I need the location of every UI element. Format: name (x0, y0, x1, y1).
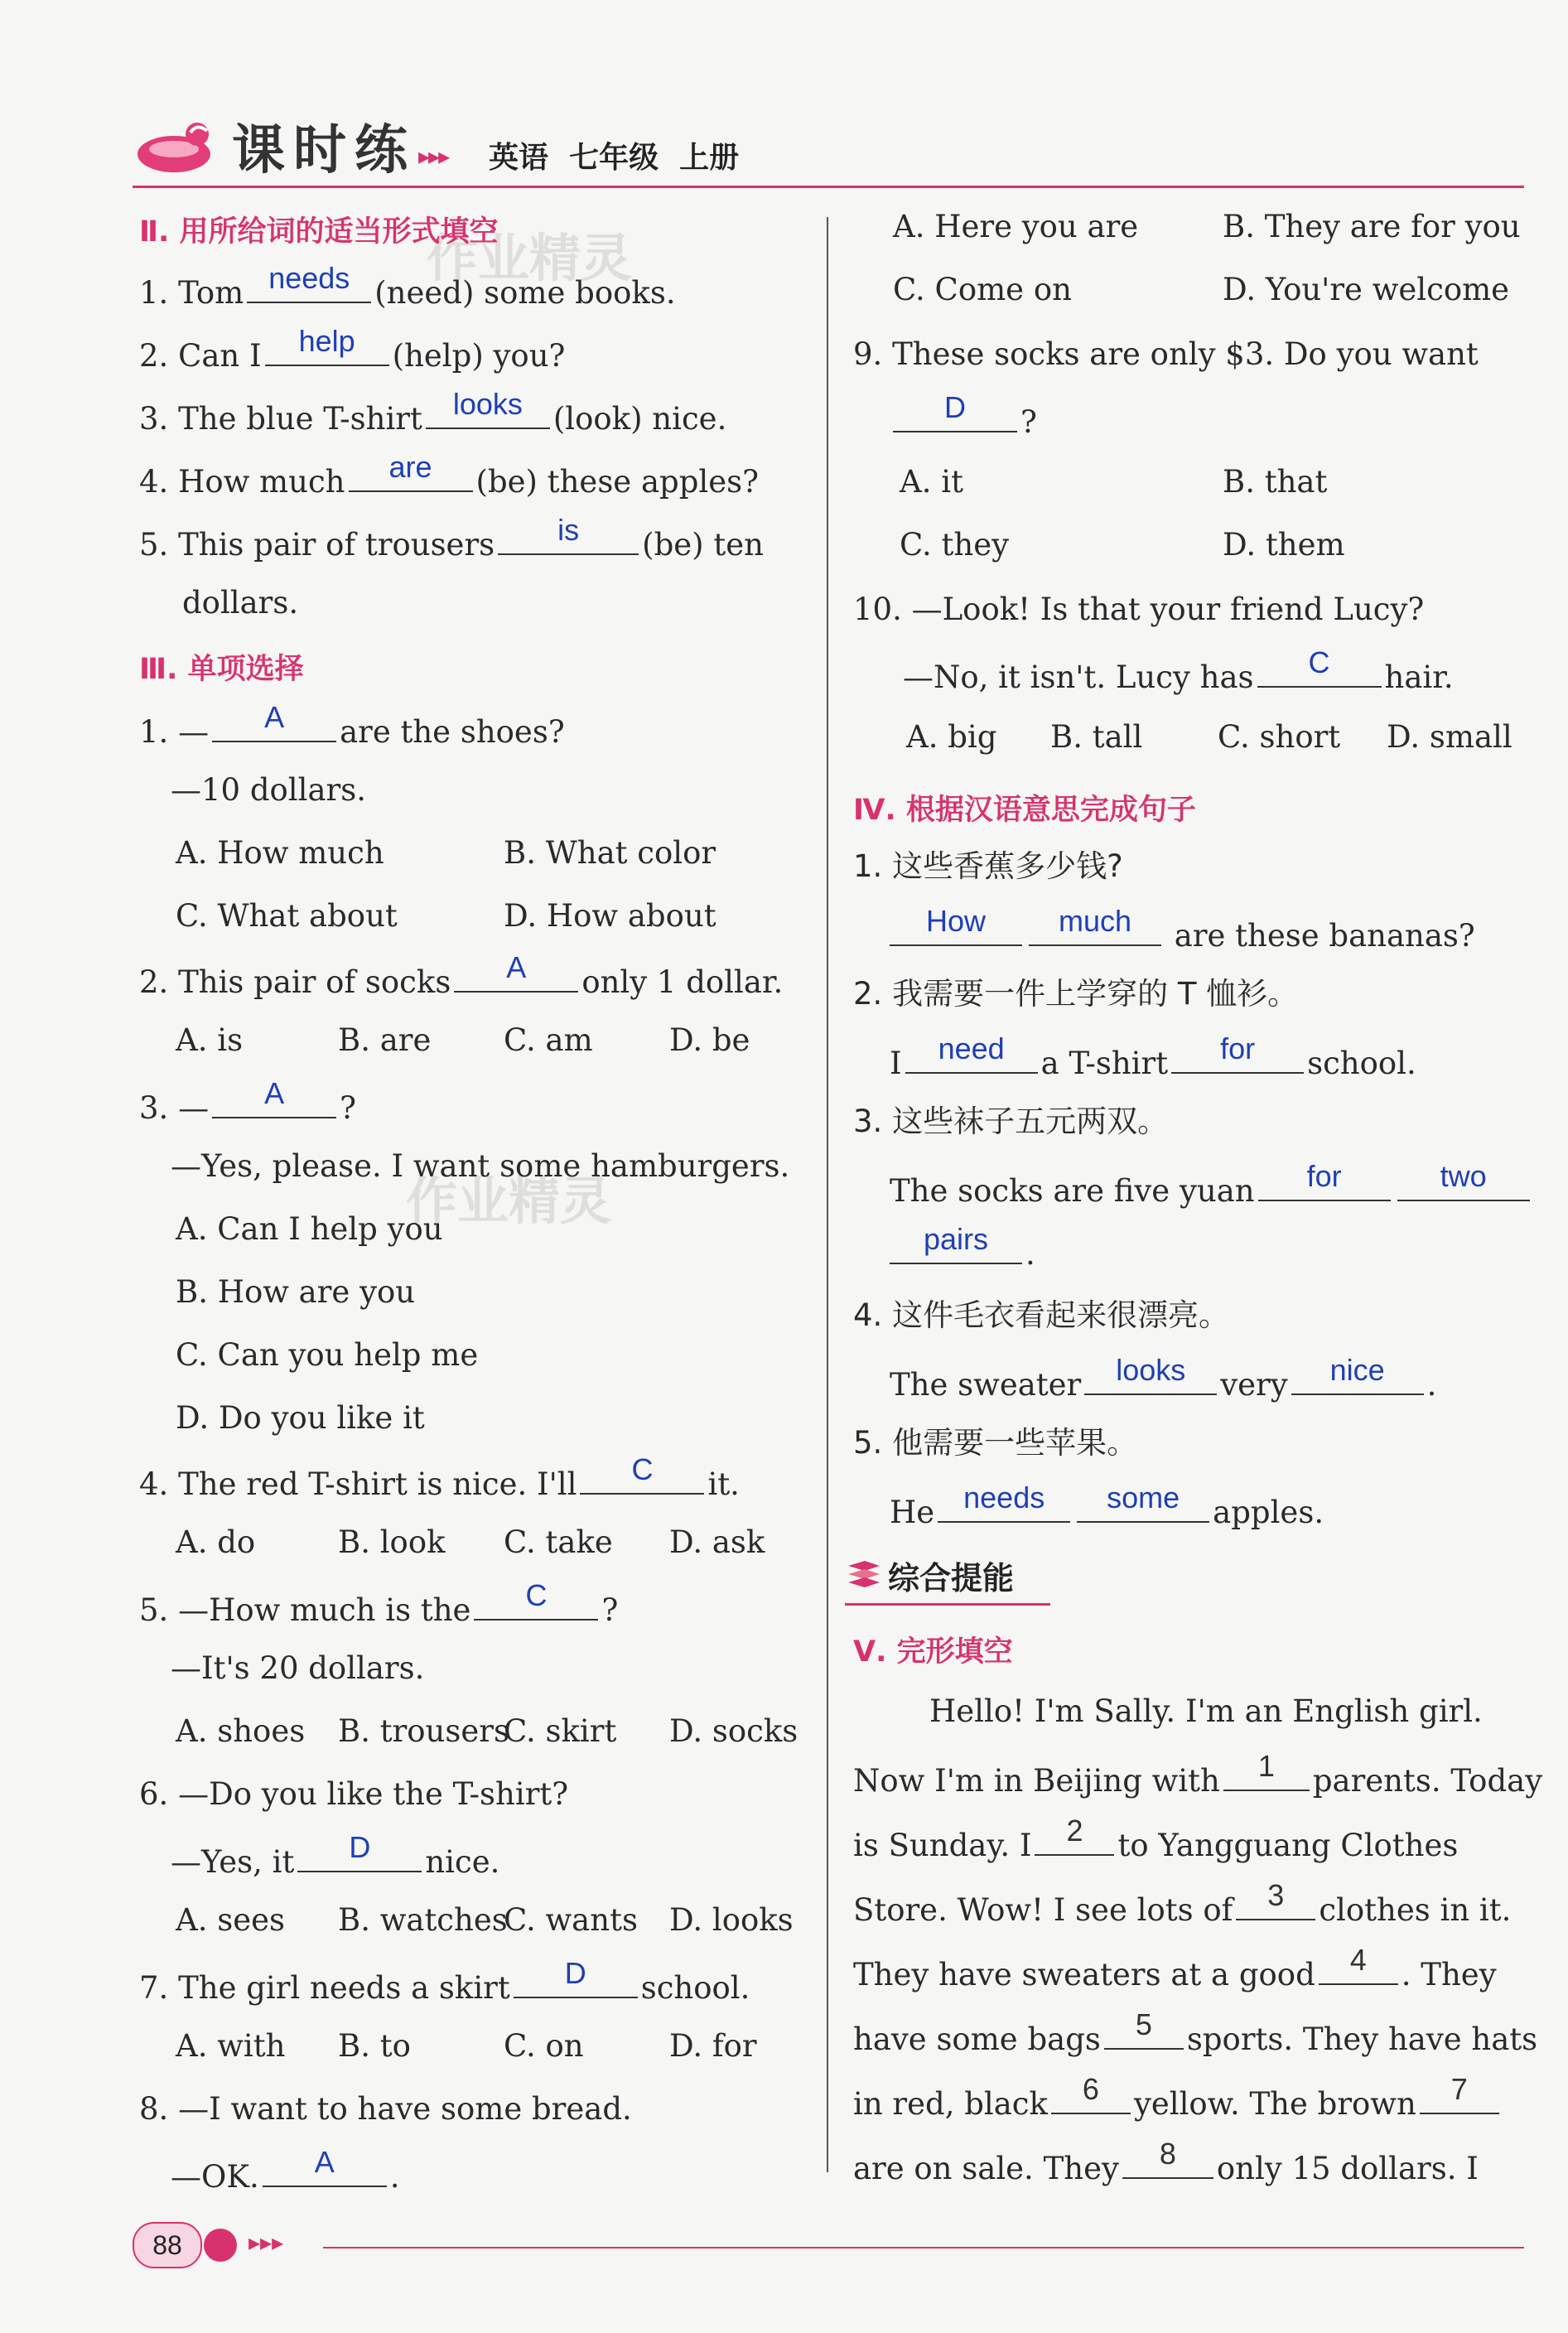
answer-blank: for (1258, 1168, 1391, 1201)
footer-rule (323, 2247, 1524, 2248)
answer-blank: nice (1291, 1362, 1424, 1395)
answer-blank: D (514, 1965, 638, 1998)
sec2-q2: 2. Can I help (help) you? (139, 324, 566, 374)
cloze-blank: 3 (1236, 1887, 1315, 1920)
comprehensive-title: 综合提能 (888, 1560, 1015, 1596)
book-subject: 英语 七年级 上册 (489, 141, 740, 175)
sec3-q10-reply: —No, it isn't. Lucy has C hair. (903, 645, 1454, 695)
answer-blank: help (265, 333, 389, 366)
option-a: A. big (906, 719, 997, 755)
sec3-q10: 10. —Look! Is that your friend Lucy? (853, 592, 1425, 627)
answer-blank: C (580, 1461, 704, 1495)
answer-blank: A (263, 2154, 387, 2187)
cloze-line-1: Hello! I'm Sally. I'm an English girl. (929, 1693, 1483, 1729)
sec4-q2-zh: 2. 我需要一件上学穿的 T 恤衫。 (853, 976, 1299, 1012)
option-a: A. shoes (176, 1713, 306, 1749)
sec4-q3: The socks are five yuan for two (890, 1168, 1533, 1210)
sec3-q5-reply: —It's 20 dollars. (171, 1650, 425, 1686)
option-c: C. on (504, 2028, 584, 2064)
option-c: C. wants (504, 1902, 638, 1938)
sec4-q5: He needs some apples. (890, 1480, 1324, 1530)
option-c: C. What about (176, 898, 398, 934)
answer-blank: D (893, 399, 1017, 432)
option-c: C. they (900, 527, 1010, 563)
cloze-blank: 6 (1051, 2081, 1131, 2114)
sec4-q4-zh: 4. 这件毛衣看起来很漂亮。 (853, 1297, 1230, 1333)
sec2-q4: 4. How much are (be) these apples? (139, 450, 759, 500)
option-c: C. Come on (893, 272, 1072, 307)
sec3-q1-reply: —10 dollars. (171, 772, 366, 808)
answer-blank: are (349, 459, 473, 492)
option-b: B. What color (504, 835, 716, 871)
sec3-q4: 4. The red T-shirt is nice. I'll C it. (139, 1452, 740, 1502)
answer-blank: is (498, 522, 639, 555)
watermark: 作业精灵 (427, 228, 633, 288)
stacked-books-icon (845, 1558, 883, 1594)
answer-blank: need (905, 1041, 1038, 1074)
option-c: C. take (504, 1524, 613, 1560)
answer-blank: some (1077, 1490, 1209, 1523)
option-a: A. it (900, 464, 963, 500)
section-5-title: Ⅴ. 完形填空 (853, 1635, 1013, 1669)
sec3-q2: 2. This pair of socks A only 1 dollar. (139, 950, 784, 1000)
comprehensive-section-banner (845, 1551, 1050, 1602)
page-number: 88 (133, 2222, 202, 2268)
header-arrows-icon: ▸▸▸ (418, 142, 449, 170)
sec3-q1: 1. — A are the shoes? (139, 700, 565, 750)
sec2-q5: 5. This pair of trousers is (be) ten (139, 513, 764, 563)
answer-blank: C (1257, 654, 1382, 688)
cloze-blank: 7 (1420, 2081, 1499, 2114)
option-d: D. Do you like it (176, 1400, 425, 1436)
answer-blank: looks (1084, 1362, 1217, 1395)
cloze-line-6: have some bags 5 sports. They have hats (853, 2007, 1538, 2057)
cloze-blank: 1 (1223, 1758, 1310, 1791)
series-title: 课时练 (232, 119, 416, 181)
cloze-line-8: are on sale. They 8 only 15 dollars. I (853, 2137, 1479, 2186)
option-b: B. to (338, 2028, 411, 2064)
sec4-q3-zh: 3. 这些袜子五元两双。 (853, 1104, 1169, 1139)
cloze-line-7: in red, black 6 yellow. The brown 7 (853, 2081, 1503, 2123)
cloze-blank: 2 (1035, 1823, 1114, 1856)
answer-blank: needs (938, 1490, 1070, 1523)
option-d: D. You're welcome (1223, 272, 1510, 307)
section-3-title: Ⅲ. 单项选择 (139, 653, 304, 686)
answer-blank: for (1171, 1041, 1304, 1074)
sec3-q7: 7. The girl needs a skirt D school. (139, 1956, 750, 2006)
sec4-q5-zh: 5. 他需要一些苹果。 (853, 1425, 1138, 1461)
sec3-q3: 3. — A ? (139, 1076, 356, 1126)
option-b: B. look (338, 1524, 446, 1560)
option-a: A. How much (176, 835, 384, 871)
option-d: D. How about (504, 898, 716, 934)
sec3-q9-cont: D ? (893, 399, 1037, 441)
cloze-line-4: Store. Wow! I see lots of 3 clothes in it. (853, 1878, 1512, 1928)
sec4-q1: How much are these bananas? (890, 913, 1475, 954)
option-b: B. that (1223, 464, 1328, 500)
sec4-q2: I need a T-shirt for school. (890, 1031, 1416, 1081)
header-rule (133, 186, 1524, 188)
answer-blank: A (212, 1085, 336, 1118)
sec4-q1-zh: 1. 这些香蕉多少钱? (853, 848, 1123, 884)
lips-logo-icon (133, 116, 224, 182)
footer-arrows-icon: ▸▸▸ (248, 2229, 284, 2256)
sec3-q3-reply: —Yes, please. I want some hamburgers. (171, 1148, 790, 1184)
option-a: A. is (176, 1022, 244, 1058)
option-d: D. small (1387, 719, 1513, 755)
option-a: A. do (176, 1524, 256, 1560)
answer-blank: A (454, 959, 578, 993)
page-header (133, 108, 1524, 191)
sec2-q5-cont: dollars. (182, 585, 299, 621)
answer-blank: two (1397, 1168, 1530, 1201)
section-2-title: Ⅱ. 用所给词的适当形式填空 (139, 215, 499, 249)
option-b: B. How are you (176, 1274, 416, 1310)
banner-rule (845, 1603, 1050, 1606)
answer-blank: needs (247, 270, 371, 303)
footer-dot-icon (204, 2229, 237, 2262)
sec2-q3: 3. The blue T-shirt looks (look) nice. (139, 387, 727, 437)
option-b: B. They are for you (1223, 209, 1521, 244)
option-c: C. am (504, 1022, 593, 1058)
option-c: C. short (1218, 719, 1341, 755)
option-d: D. be (669, 1022, 750, 1058)
answer-blank: much (1029, 913, 1161, 946)
sec3-q9: 9. These socks are only $3. Do you want (853, 336, 1479, 372)
sec3-q8-reply: —OK. A . (171, 2145, 400, 2195)
sec4-q4: The sweater looks very nice . (890, 1353, 1437, 1403)
option-d: D. ask (669, 1524, 765, 1560)
cloze-blank: 4 (1319, 1952, 1398, 1985)
sec3-q5: 5. —How much is the C ? (139, 1578, 619, 1628)
sec2-q1: 1. Tom needs (need) some books. (139, 261, 676, 311)
option-a: A. Can I help you (176, 1211, 443, 1247)
option-a: A. with (176, 2028, 286, 2064)
answer-blank: How (890, 913, 1022, 946)
section-4-title: Ⅳ. 根据汉语意思完成句子 (853, 794, 1196, 827)
answer-blank: C (474, 1587, 598, 1621)
answer-blank: D (297, 1839, 422, 1872)
cloze-line-3: is Sunday. I 2 to Yangguang Clothes (853, 1814, 1459, 1863)
watermark: 作业精灵 (406, 1171, 612, 1231)
option-b: B. trousers (338, 1713, 509, 1749)
cloze-blank: 8 (1122, 2146, 1213, 2179)
cloze-blank: 5 (1104, 2017, 1184, 2050)
column-divider (827, 217, 828, 2172)
option-b: B. watches (338, 1902, 508, 1938)
option-a: A. Here you are (893, 209, 1139, 244)
option-b: B. tall (1050, 719, 1143, 755)
answer-blank: pairs (890, 1231, 1022, 1264)
sec3-q6: 6. —Do you like the T-shirt? (139, 1776, 569, 1812)
option-d: D. looks (669, 1902, 794, 1938)
option-d: D. socks (669, 1713, 798, 1749)
sec3-q8: 8. —I want to have some bread. (139, 2091, 632, 2127)
answer-blank: looks (426, 396, 550, 429)
option-d: D. for (669, 2028, 757, 2064)
option-c: C. Can you help me (176, 1337, 479, 1373)
answer-blank: A (212, 709, 336, 742)
option-d: D. them (1223, 527, 1345, 563)
cloze-line-5: They have sweaters at a good 4 . They (853, 1943, 1497, 1992)
option-b: B. are (338, 1022, 432, 1058)
sec4-q3-cont: pairs . (890, 1231, 1035, 1273)
sec3-q6-reply: —Yes, it D nice. (171, 1830, 500, 1880)
cloze-line-2: Now I'm in Beijing with 1 parents. Today (853, 1749, 1543, 1799)
option-a: A. sees (176, 1902, 286, 1938)
option-c: C. skirt (504, 1713, 617, 1749)
